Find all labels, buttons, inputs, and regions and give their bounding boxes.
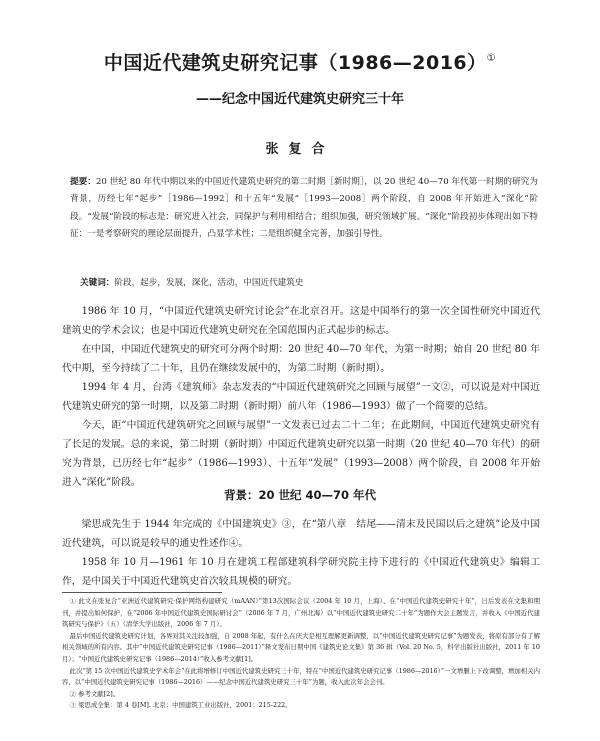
footnote-divider xyxy=(62,592,222,593)
footnote: ③ 梁思成全集：第 4 卷[M]. 北京：中国建筑工业出版社，2001：215-222。 xyxy=(69,701,292,710)
footnote: ② 参考文献[2]。 xyxy=(69,689,120,698)
abstract-label: 提要： xyxy=(70,177,96,187)
background-section xyxy=(62,515,540,591)
title-footnote-marker: ① xyxy=(486,53,497,64)
keywords xyxy=(80,276,540,290)
paragraph: 今天，距“中国近代建筑研究之回顾与展望”一文发表已过去二十二年；在此期间，中国近代建筑史研究有了长足的发展。总的来说，第二时期（新时期）中国近代建筑史研究以第一时期（20 世纪 40—70 年代）的研究为背景，已历经七年“起步”（1986—1993）、十五年“发展”（1993—2008）两个阶段，自 2008 年开始进入“深化”阶段。 xyxy=(62,420,540,488)
author-name: 张复合 xyxy=(265,142,335,157)
paragraph: 梁思成先生于 1944 年完成的《中国建筑史》③，在“第八章 结尾——清末及民国以后之建筑”论及中国近代建筑，可以说是较早的通史性述作④。 xyxy=(62,519,540,549)
footnotes xyxy=(62,596,540,712)
footnote: 最后中国近代建筑史研究计划，各界对其关注较加强，自 2008 年起，有什么在庆大是相互理解更新调整，以“中国近代建筑史研究记事”为题发表，将原有部分有了解相关领域的所有内容。其中“中国近代建筑史研究记事（1986—2011）”释文发布日期中国《建筑史论文集》第 36 辑（Vol. 20 No. 5，科学出版社出版社，2011 年 10 月）；“中国近代建筑史研究记事（1986—2014）”收入参考文献[1]。 xyxy=(62,631,540,663)
intro-section xyxy=(62,302,540,492)
paper-subtitle: ——纪念中国近代建筑史研究三十年 xyxy=(195,92,404,107)
keywords-label: 关键词： xyxy=(80,278,115,288)
section-heading: 背景：20 世纪 40—70 年代 xyxy=(223,488,377,502)
footnote: ① 此文在张复合“亚洲近代建筑研究·保护网络构建研究（mAAN）”第13次国际会议（2004 年 10 月，上海）、在“中国近代建筑史研究十年”，日后发表在文集和期刊，并提出如何保护，在“2006 年中国近代建筑史国际研讨会”（2006 年 7 月，广州北海）以“中国近代建筑史研究二十年”为题作大会主题发言，并收入《中国近代建筑研究与保护》（五）（清华大学出版社，2006 年 7 月）。 xyxy=(62,597,540,629)
abstract-text: 20 世纪 80 年代中期以来的中国近代建筑史研究的第二时期［新时期］，以 20 世纪 40—70 年代第一时期的研究为背景，历经七年“起步”［1986—1992］和十五年“发展”［1993—2008］两个阶段，自 2008 年开始进入“深化”阶段。“发展”阶段的标志是：研究进入社会，同保护与利用相结合；组织加强，研究领域扩展。“深化”阶段初步体现出如下特征：一是考察研究的理论层面提升，凸显学术性；二是组织健全完善，加强引导性。 xyxy=(70,177,538,240)
title-text: 中国近代建筑史研究记事（1986—2016） xyxy=(103,52,487,74)
paragraph: 1986 年 10 月，“中国近代建筑史研究讨论会”在北京召开。这是中国举行的第一次全国性研究中国近代建筑史的学术会议；也是中国近代建筑史研究在全国范围内正式起步的标志。 xyxy=(62,306,540,336)
abstract xyxy=(70,174,538,244)
paragraph: 1994 年 4 月，台湾《建筑师》杂志发表的“中国近代建筑研究之回顾与展望”一文②，可以说是对中国近代建筑史研究的第一时期，以及第二时期（新时期）前八年（1986—1993）做了一个简要的总结。 xyxy=(62,382,540,412)
paragraph: 1958 年 10 月—1961 年 10 月在建筑工程部建筑科学研究院主持下进行的《中国近代建筑史》编辑工作，是中国关于中国近代建筑史首次较具规模的研究。 xyxy=(62,557,540,587)
keywords-text: 阶段，起步，发展，深化，活动，中国近代建筑史 xyxy=(114,278,304,288)
paragraph: 在中国，中国近代建筑史的研究可分两个时期：20 世纪 40—70 年代，为第一时期；始自 20 世纪 80 年代中期，至今持续了二十年，且仍在继续发展中的，为第二时期（新时期）。 xyxy=(62,344,540,374)
footnote: 此次“第 15 次中国近代建筑史学术年会”在此将增修订中国近代建筑史研究三十年，特在“中国近代建筑史研究记事（1986—2016）”一文增删上下改调整，增加相关内容，以“中国近代建筑史研究记事（1986—2016）——纪念中国近代建筑史研究三十年”为题，收入此次年会会刊。 xyxy=(62,666,540,687)
paper-title xyxy=(0,48,600,75)
